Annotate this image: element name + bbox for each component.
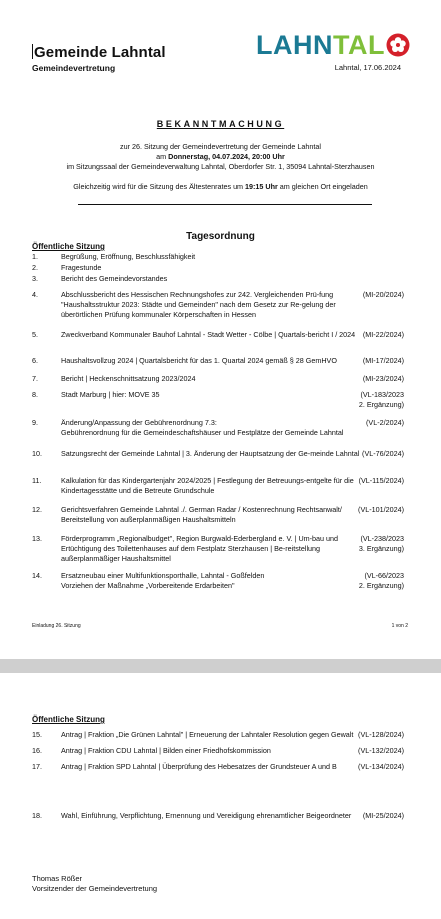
agenda-item-text: Antrag | Fraktion „Die Grünen Lahntal" | Erneuerung der Lahntaler Resolution gegen Gewalt (61, 730, 354, 739)
agenda-item-number: 13. (32, 534, 42, 543)
document-page-2 (0, 673, 441, 919)
org-name (32, 44, 166, 61)
notice-line-1: zur 26. Sitzung der Gemeindevertretung der Gemeinde Lahntal (120, 142, 321, 151)
agenda-item-number: 6. (32, 356, 38, 365)
agenda-item-text: Förderprogramm „Regionalbudget", Region Burgwald-Ederbergland e. V. | Um-bau und Ertüchtigung des Toilettenhauses auf dem Festplatz Sterzhausen | Be-reitstellung außerplanmäßiger Haushaltsmittel (61, 534, 339, 563)
notice-line-4-prefix: Gleichzeitig wird für die Sitzung des Ältestenrates um (73, 182, 246, 191)
meeting-date-time: Donnerstag, 04.07.2024, 20:00 Uhr (168, 152, 285, 161)
agenda-item-text: Bericht | Heckenschnittsatzung 2023/2024 (61, 374, 196, 383)
agenda-item-reference: (VL-2/2024) (366, 418, 404, 427)
agenda-item-reference: (VL-183/2023 2. Ergänzung) (358, 390, 404, 409)
agenda-item-text: Antrag | Fraktion CDU Lahntal | Bilden einer Friedhofskommission (61, 746, 271, 755)
agenda-item-number: 14. (32, 571, 42, 580)
agenda-item-number: 18. (32, 811, 42, 820)
agenda-item-reference: (VL-101/2024) (358, 505, 404, 514)
agenda-item-reference: (VL-134/2024) (358, 762, 404, 771)
agenda-item-reference: (VL-66/2023 2. Ergänzung) (358, 571, 404, 590)
notice-line-2 (0, 152, 441, 162)
agenda-item-number: 2. (32, 263, 38, 272)
agenda-item-reference: (MI-17/2024) (362, 356, 404, 365)
agenda-item-reference: (VL-115/2024) (358, 476, 404, 485)
agenda-item-number: 15. (32, 730, 42, 739)
notice-line-2-prefix: am (156, 152, 169, 161)
agenda-item-number: 7. (32, 374, 38, 383)
notice-line-4-suffix: am gleichen Ort eingeladen (277, 182, 368, 191)
agenda-item-number: 3. (32, 274, 38, 283)
agenda-item-number: 4. (32, 290, 38, 299)
lahntal-logo (256, 30, 385, 61)
agenda-item-text: Fragestunde (61, 263, 102, 272)
logo-text-part2: TAL (333, 30, 385, 60)
footer-left: Einladung 26. Sitzung (32, 623, 81, 629)
agenda-item-number: 5. (32, 330, 38, 339)
council-time: 19:15 Uhr (245, 182, 278, 191)
agenda-item-text: Abschlussbericht des Hessischen Rechnungshofes zur 242. Vergleichenden Prü-fung "Haushaltsstruktur 2023: Städte und Gemeinden" nach dem Gesetz zur Re-gelung der überörtlichen Prüfung kommunaler Körperschaften in Hessen (61, 290, 336, 319)
section-public-heading: Öffentliche Sitzung (32, 242, 105, 251)
agenda-item-number: 17. (32, 762, 42, 771)
agenda-item-number: 8. (32, 390, 38, 399)
agenda-item-text: Antrag | Fraktion SPD Lahntal | Überprüfung des Hebesatzes der Grundsteuer A und B (61, 762, 337, 771)
agenda-item-text: Ersatzneubau einer Multifunktionsporthalle, Lahntal - Goßfelden Vorziehen der Maßnahme „Vorbereitende Erdarbeiten" (61, 571, 265, 590)
agenda-item-text: Zweckverband Kommunaler Bauhof Lahntal - Stadt Wetter - Cölbe | Quartals-bericht I / 2024 (61, 330, 356, 339)
agenda-item-text: Bericht des Gemeindevorstandes (61, 274, 168, 283)
sub-org-name: Gemeindevertretung (32, 63, 116, 73)
agenda-item-reference: (VL-238/2023 3. Ergänzung) (358, 534, 404, 553)
agenda-title: Tagesordnung (186, 231, 255, 242)
flower-logo-icon (386, 33, 410, 57)
signatory-role: Vorsitzender der Gemeindevertretung (32, 884, 158, 893)
agenda-item-text: Stadt Marburg | hier: MOVE 35 (61, 390, 160, 399)
signatory-name: Thomas Rößer (32, 874, 83, 883)
divider (78, 204, 372, 205)
agenda-item-text: Änderung/Anpassung der Gebührenordnung 7.3: Gebührenordnung für die Gemeindeschaftshäuser und Festplätze der Gemeinde Lahntal (61, 418, 344, 437)
org-name-text: Gemeinde Lahntal (34, 44, 166, 61)
agenda-item-reference: (VL-128/2024) (358, 730, 404, 739)
agenda-item-reference: (MI-25/2024) (362, 811, 404, 820)
agenda-item-number: 10. (32, 449, 42, 458)
agenda-item-text: Kalkulation für das Kindergartenjahr 2024/2025 | Festlegung der Betreuungs-entgelte für die Kindertagesstätte und die Betreute Grundschule (61, 476, 354, 495)
agenda-item-reference: (MI-22/2024) (362, 330, 404, 339)
agenda-item-number: 1. (32, 252, 38, 261)
agenda-item-text: Gerichtsverfahren Gemeinde Lahntal ./. German Radar / Kostenrechnung Rechtsanwalt/ Bereitstellung von außerplanmäßigen Haushaltsmitteln (61, 505, 342, 524)
agenda-item-number: 12. (32, 505, 42, 514)
notice-line-4 (0, 182, 441, 192)
agenda-item-reference: (MI-20/2024) (362, 290, 404, 299)
agenda-item-text: Haushaltsvollzug 2024 | Quartalsbericht für das 1. Quartal 2024 gemäß § 28 GemHVO (61, 356, 337, 365)
agenda-item-number: 11. (32, 476, 42, 485)
agenda-item-text: Satzungsrecht der Gemeinde Lahntal | 3. Änderung der Hauptsatzung der Ge-meinde Lahntal (61, 449, 360, 458)
logo-text-part1: LAHN (256, 30, 333, 60)
section-public-heading-2: Öffentliche Sitzung (32, 715, 105, 724)
notice-line-3: im Sitzungssaal der Gemeindeverwaltung Lahntal, Oberdorfer Str. 1, 35094 Lahntal-Sterzhausen (66, 162, 375, 171)
text-cursor (32, 44, 33, 59)
notice-title: BEKANNTMACHUNG (156, 119, 285, 129)
agenda-item-reference: (VL-76/2024) (362, 449, 404, 458)
agenda-item-reference: (MI-23/2024) (362, 374, 404, 383)
letter-date: Lahntal, 17.06.2024 (334, 63, 401, 72)
agenda-item-number: 16. (32, 746, 42, 755)
agenda-item-reference: (VL-132/2024) (358, 746, 404, 755)
page-separator (0, 659, 441, 673)
agenda-item-number: 9. (32, 418, 38, 427)
footer-page-number: 1 von 2 (391, 623, 408, 629)
agenda-item-text: Begrüßung, Eröffnung, Beschlussfähigkeit (61, 252, 196, 261)
agenda-item-text: Wahl, Einführung, Verpflichtung, Ernennung und Vereidigung ehrenamtlicher Beigeordneter (61, 811, 352, 820)
